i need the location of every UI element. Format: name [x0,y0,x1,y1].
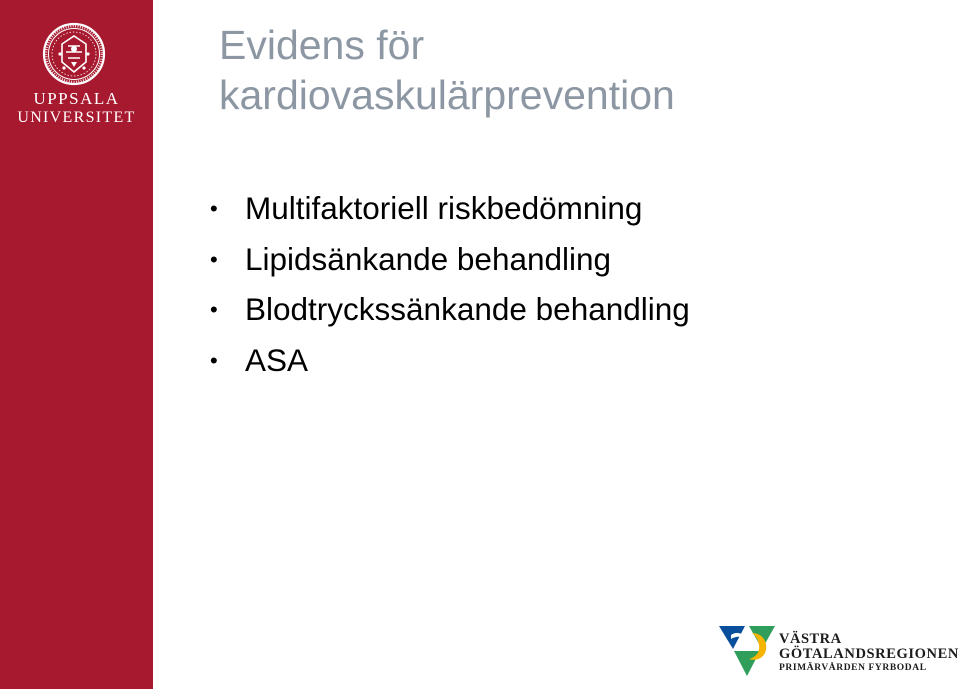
bullet-list [210,183,690,385]
bullet-text: ASA [245,341,309,378]
bullet-text: Lipidsänkande behandling [245,240,612,277]
bullet-item-asa [210,335,690,386]
bullet-icon: • [210,246,218,272]
bullet-icon: • [210,297,218,322]
vgr-name-line2: GÖTALANDSREGIONEN [779,646,959,662]
university-sidebar [0,0,153,689]
slide-title-line1: Evidens för [219,22,425,68]
bullet-item-lipid-lowering [210,234,690,285]
uppsala-university-seal-icon [42,22,106,86]
university-name-line2: UNIVERSITET [17,109,136,126]
bullet-text: Blodtryckssänkande behandling [245,291,690,327]
vgr-name-line3: PRIMÄRVÅRDEN FYRBODAL [779,663,927,673]
vastra-gotalandsregionen-logo [719,623,960,678]
vastra-gotalandsregionen-logo-icon [719,623,775,678]
bullet-item-blood-pressure [210,284,690,335]
bullet-item-risk-assessment [210,183,690,234]
university-name-line1: UPPSALA [33,89,120,108]
vgr-name-line1: VÄSTRA [779,631,842,647]
bullet-icon: • [210,347,218,373]
bullet-text: Multifaktoriell riskbedömning [245,190,643,226]
bullet-icon: • [210,196,218,221]
slide-title [219,20,675,120]
slide-title-line2: kardiovaskulärprevention [219,72,675,118]
